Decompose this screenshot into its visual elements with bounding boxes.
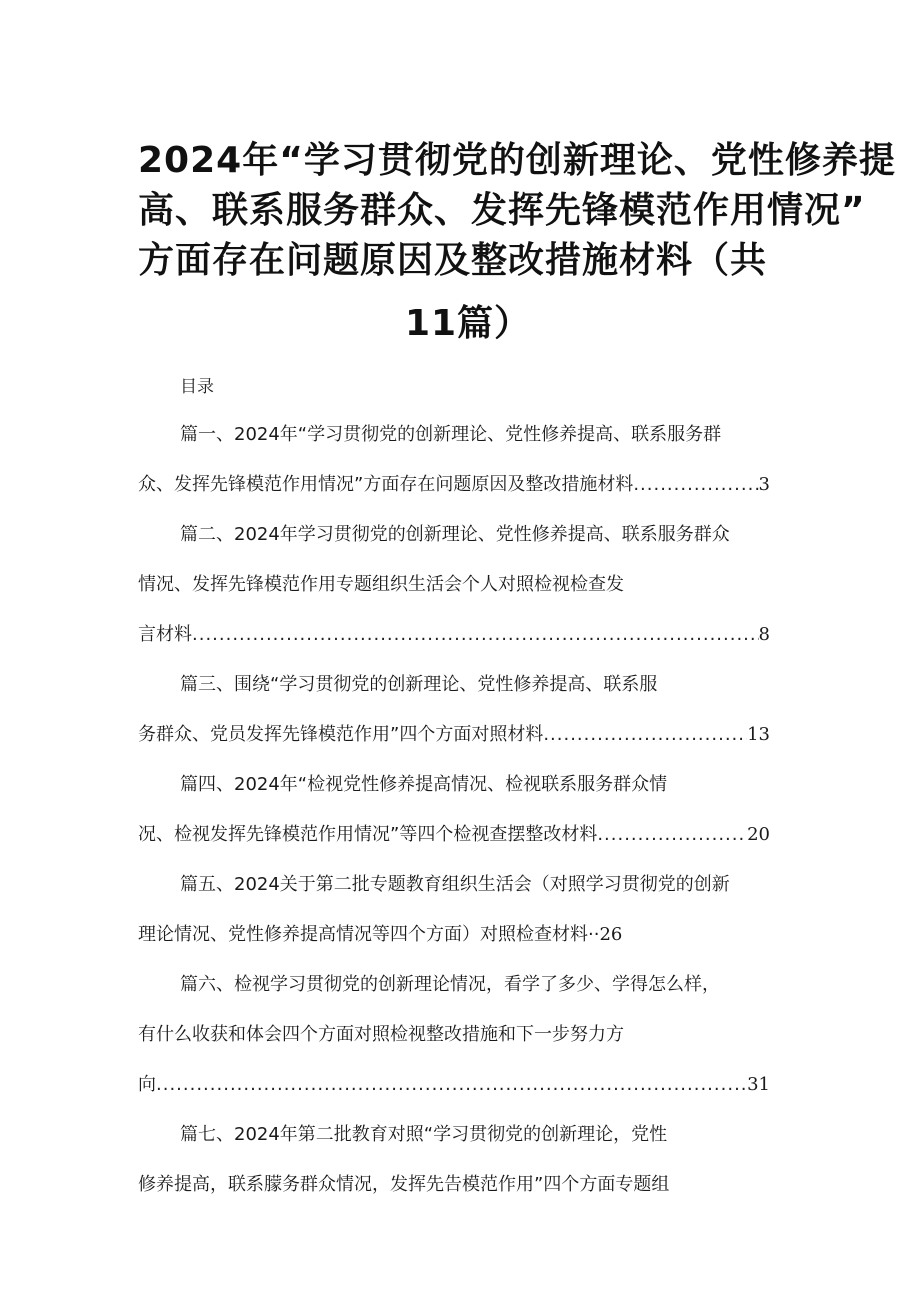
toc-entry-text: 篇七、2024年第二批教育对照“学习贯彻党的创新理论，党性 — [180, 1124, 668, 1145]
toc-entry[interactable] — [138, 1118, 788, 1218]
toc-page-number: 20 — [747, 824, 770, 845]
toc-leader-dots: ·· — [588, 924, 600, 945]
title-line: 11篇） — [404, 303, 532, 344]
toc-entry-text: 篇五、2024关于第二批专题教育组织生活会（对照学习贯彻党的创新 — [180, 874, 730, 895]
toc-page-number: 31 — [747, 1074, 770, 1095]
title-line: 高、联系服务群众、发挥先锋模范作用情况” — [138, 190, 866, 231]
toc-page-number: 3 — [758, 474, 770, 495]
toc-entry-text: 篇一、2024年“学习贯彻党的创新理论、党性修养提高、联系服务群 — [180, 424, 722, 445]
toc-entry-text: 向 — [138, 1074, 156, 1095]
toc-entry-text: 篇六、检视学习贯彻党的创新理论情况，看学了多少、学得怎么样， — [180, 974, 720, 995]
toc-entry[interactable] — [138, 768, 788, 868]
toc-entry-text: 情况、发挥先锋模范作用专题组织生活会个人对照检视检查发 — [138, 574, 624, 595]
toc-entry[interactable] — [138, 418, 788, 518]
toc-entry-text: 众、发挥先锋模范作用情况”方面存在问题原因及整改措施材料 — [138, 474, 634, 495]
table-of-contents — [138, 418, 788, 1218]
toc-leader-dots — [633, 468, 758, 518]
toc-page-number: 26 — [599, 924, 623, 945]
toc-entry-text: 务群众、党员发挥先锋模范作用”四个方面对照材料 — [138, 724, 544, 745]
toc-entry[interactable] — [138, 868, 788, 968]
toc-leader-dots — [597, 818, 747, 868]
toc-entry[interactable] — [138, 968, 788, 1118]
toc-entry-text: 言材料 — [138, 624, 192, 645]
toc-leader-dots — [192, 618, 759, 668]
toc-entry-text: 篇四、2024年“检视党性修养提高情况、检视联系服务群众情 — [180, 774, 668, 795]
toc-entry-text: 篇二、2024年学习贯彻党的创新理论、党性修养提高、联系服务群众 — [180, 524, 730, 545]
toc-page-number: 13 — [747, 724, 770, 745]
toc-entry-text: 况、检视发挥先锋模范作用情况”等四个检视查摆整改材料 — [138, 824, 598, 845]
toc-entry-text: 有什么收获和体会四个方面对照检视整改措施和下一步努力方 — [138, 1024, 624, 1045]
toc-entry[interactable] — [138, 668, 788, 768]
toc-entry-text: 篇三、围绕“学习贯彻党的创新理论、党性修养提高、联系服 — [180, 674, 658, 695]
toc-entry[interactable] — [138, 518, 788, 668]
document-title — [138, 136, 896, 349]
toc-leader-dots — [543, 718, 747, 768]
toc-entry-text: 理论情况、党性修养提高情况等四个方面）对照检查材料 — [138, 924, 588, 945]
toc-leader-dots — [156, 1068, 747, 1118]
toc-heading: 目录 — [180, 377, 214, 397]
toc-entry-text: 修养提高，联系朦务群众情况，发挥先告模范作用”四个方面专题组 — [138, 1174, 670, 1195]
toc-page-number: 8 — [758, 624, 770, 645]
title-line: 方面存在问题原因及整改措施材料（共 — [138, 240, 768, 281]
title-line: 2024年“学习贯彻党的创新理论、党性修养提 — [138, 140, 896, 181]
